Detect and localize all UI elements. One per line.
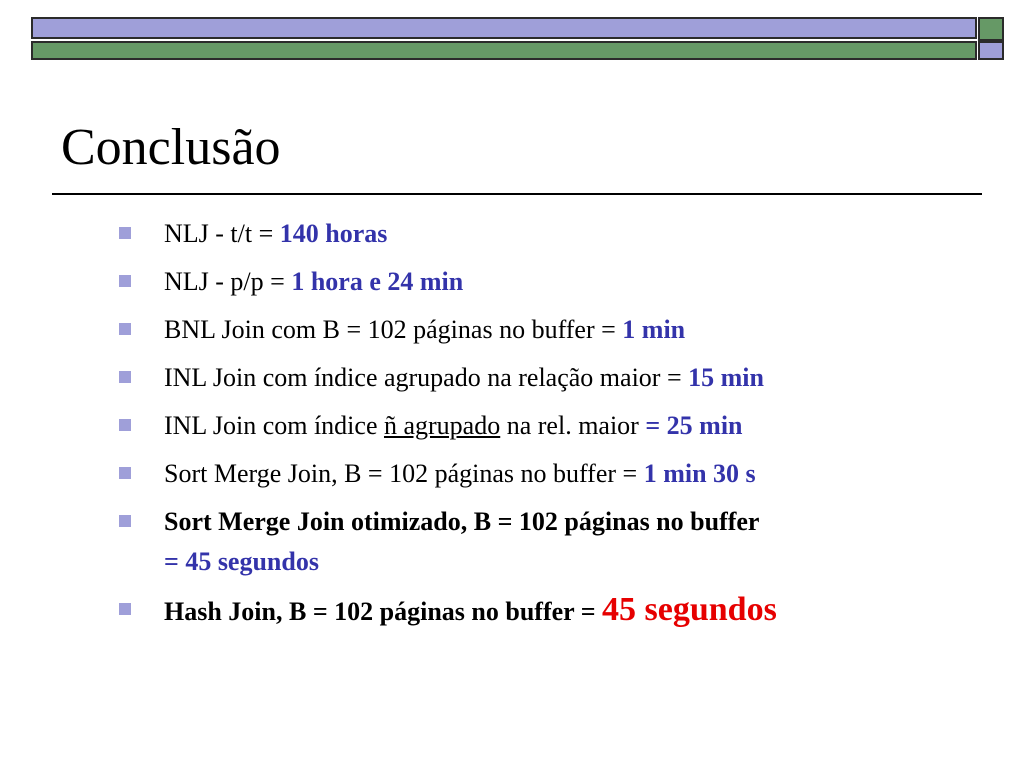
list-item bbox=[117, 262, 997, 302]
bullet-text: Sort Merge Join otimizado, B = 102 páginas no buffer bbox=[164, 507, 760, 536]
header-band-green bbox=[31, 41, 977, 60]
corner-square-lavender bbox=[978, 41, 1004, 60]
square-bullet-icon bbox=[119, 603, 131, 615]
bullet-value: = 45 segundos bbox=[164, 547, 319, 576]
bullet-value: 1 min 30 s bbox=[643, 459, 756, 488]
bullet-value: = 25 min bbox=[645, 411, 743, 440]
square-bullet-icon bbox=[119, 419, 131, 431]
square-bullet-icon bbox=[119, 323, 131, 335]
square-bullet-icon bbox=[119, 227, 131, 239]
list-item bbox=[117, 502, 997, 582]
corner-square-green bbox=[978, 17, 1004, 41]
bullet-text: NLJ - p/p = bbox=[164, 267, 292, 296]
bullet-value: 15 min bbox=[688, 363, 764, 392]
square-bullet-icon bbox=[119, 371, 131, 383]
bullet-text: INL Join com índice agrupado na relação maior = bbox=[164, 363, 689, 392]
list-item bbox=[117, 310, 997, 350]
bullet-text: Sort Merge Join, B = 102 páginas no buffer = bbox=[164, 459, 644, 488]
list-item bbox=[117, 454, 997, 494]
list-item bbox=[117, 214, 997, 254]
bullet-text: BNL Join com B = 102 páginas no buffer = bbox=[164, 315, 623, 344]
list-item bbox=[117, 406, 997, 446]
square-bullet-icon bbox=[119, 275, 131, 287]
bullet-text: NLJ - t/t = bbox=[164, 219, 280, 248]
bullet-underlined-text: ñ agrupado bbox=[383, 411, 501, 440]
bullet-value: 1 hora e 24 min bbox=[291, 267, 464, 296]
bullet-value: 1 min bbox=[622, 315, 686, 344]
bullet-value-highlight: 45 segundos bbox=[602, 591, 777, 628]
slide-title: Conclusão bbox=[61, 119, 281, 176]
square-bullet-icon bbox=[119, 467, 131, 479]
bullet-text: Hash Join, B = 102 páginas no buffer = bbox=[164, 597, 603, 626]
title-divider bbox=[52, 193, 982, 195]
bullet-list bbox=[117, 214, 997, 640]
square-bullet-icon bbox=[119, 515, 131, 527]
bullet-value: 140 horas bbox=[279, 219, 388, 248]
list-item bbox=[117, 590, 997, 632]
list-item bbox=[117, 358, 997, 398]
bullet-text: INL Join com índice bbox=[164, 411, 384, 440]
bullet-text: na rel. maior bbox=[500, 411, 646, 440]
header-band-lavender bbox=[31, 17, 977, 39]
